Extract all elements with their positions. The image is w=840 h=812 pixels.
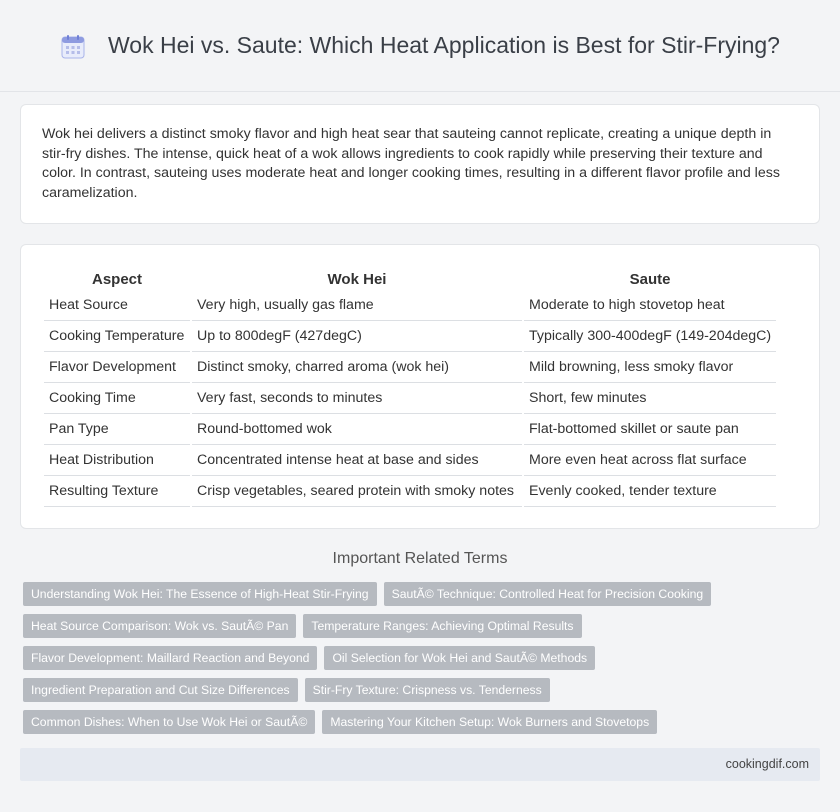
table-header-row [44, 265, 776, 290]
tag-row [23, 710, 823, 734]
table-row [44, 290, 776, 321]
related-terms-list [23, 582, 823, 742]
comparison-card [20, 244, 820, 529]
page-header [0, 0, 840, 92]
related-term-link[interactable]: Understanding Wok Hei: The Essence of High-Heat Stir-Frying [23, 582, 377, 606]
table-row [44, 445, 776, 476]
header-saute: Saute [629, 271, 671, 288]
table-cell: Heat Distribution [44, 445, 190, 476]
header-wok-hei: Wok Hei [327, 271, 387, 288]
table-cell: Pan Type [44, 414, 190, 445]
table-cell: Resulting Texture [44, 476, 190, 507]
tag-row [23, 582, 823, 606]
page-title: Wok Hei vs. Saute: Which Heat Application is Best for Stir-Frying? [108, 32, 780, 58]
tag-row [23, 614, 823, 638]
table-row [44, 476, 776, 507]
table-cell: Short, few minutes [524, 383, 776, 414]
page-footer [20, 748, 820, 781]
table-cell: Crisp vegetables, seared protein with smoky notes [192, 476, 522, 507]
tag-row [23, 678, 823, 702]
table-cell: Very fast, seconds to minutes [192, 383, 522, 414]
table-cell: Flat-bottomed skillet or saute pan [524, 414, 776, 445]
tag-row [23, 646, 823, 670]
table-cell: Distinct smoky, charred aroma (wok hei) [192, 352, 522, 383]
related-term-link[interactable]: Heat Source Comparison: Wok vs. SautÃ© Pan [23, 614, 296, 638]
footer-site-link[interactable]: cookingdif.com [725, 757, 809, 771]
table-row [44, 321, 776, 352]
table-cell: Mild browning, less smoky flavor [524, 352, 776, 383]
related-term-link[interactable]: Mastering Your Kitchen Setup: Wok Burners and Stovetops [322, 710, 657, 734]
table-cell: Cooking Temperature [44, 321, 190, 352]
table-cell: Flavor Development [44, 352, 190, 383]
table-cell: More even heat across flat surface [524, 445, 776, 476]
table-cell: Up to 800degF (427degC) [192, 321, 522, 352]
table-cell: Heat Source [44, 290, 190, 321]
table-row [44, 352, 776, 383]
comparison-table [42, 265, 778, 507]
table-cell: Typically 300-400degF (149-204degC) [524, 321, 776, 352]
related-term-link[interactable]: Stir-Fry Texture: Crispness vs. Tenderness [305, 678, 550, 702]
table-row [44, 414, 776, 445]
table-cell: Concentrated intense heat at base and sides [192, 445, 522, 476]
table-cell: Evenly cooked, tender texture [524, 476, 776, 507]
table-cell: Very high, usually gas flame [192, 290, 522, 321]
intro-card [20, 104, 820, 224]
table-row [44, 383, 776, 414]
related-term-link[interactable]: Flavor Development: Maillard Reaction and Beyond [23, 646, 317, 670]
related-term-link[interactable]: Oil Selection for Wok Hei and SautÃ© Methods [324, 646, 595, 670]
related-term-link[interactable]: Common Dishes: When to Use Wok Hei or SautÃ© [23, 710, 315, 734]
table-cell: Moderate to high stovetop heat [524, 290, 776, 321]
header-aspect: Aspect [91, 271, 143, 288]
table-cell: Round-bottomed wok [192, 414, 522, 445]
intro-text: Wok hei delivers a distinct smoky flavor and high heat sear that sauteing cannot replicate, creating a unique depth in stir-fry dishes. The intense, quick heat of a wok allows ingredients to cook rapidly while preserving their texture and color. In contrast, sauteing uses moderate heat and longer cooking times, resulting in a different flavor profile and less caramelization. [42, 126, 780, 201]
calendar-icon [60, 34, 86, 60]
related-term-link[interactable]: SautÃ© Technique: Controlled Heat for Precision Cooking [384, 582, 712, 606]
related-terms-title: Important Related Terms [332, 550, 508, 567]
related-term-link[interactable]: Ingredient Preparation and Cut Size Differences [23, 678, 298, 702]
table-cell: Cooking Time [44, 383, 190, 414]
related-term-link[interactable]: Temperature Ranges: Achieving Optimal Results [303, 614, 581, 638]
